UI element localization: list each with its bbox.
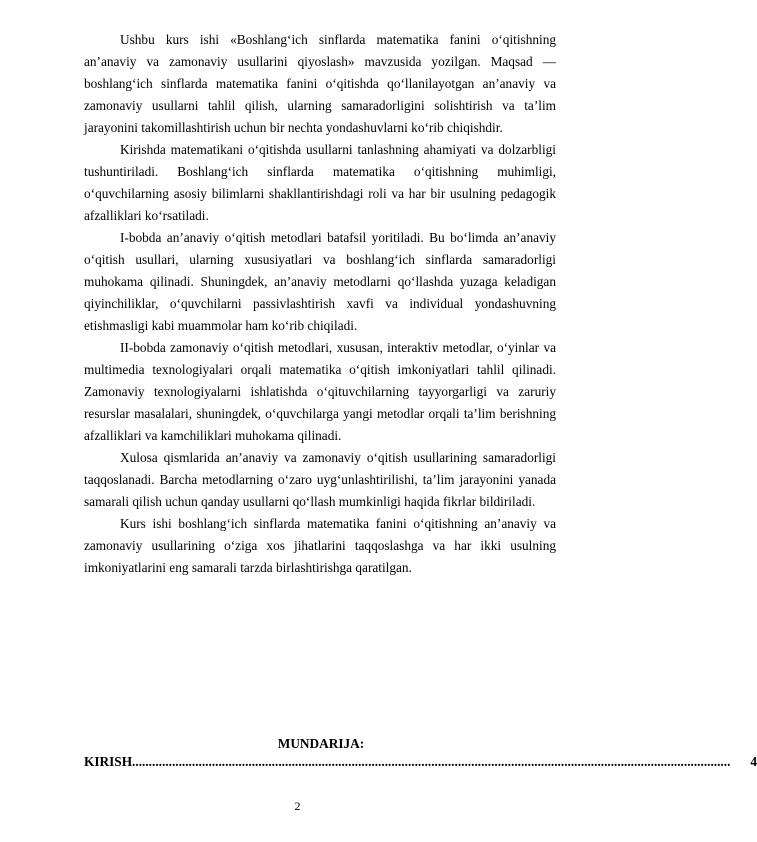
paragraph-introduction: Kirishda matematikani o‘qitishda usullarni tanlashning ahamiyati va dolzarbligi tushuntiriladi. Boshlang‘ich sinflarda matematika o‘qitishning muhimligi, o‘quvchilarning asosiy bilimlarni shakllantirishdagi roli va har bir usulning pedagogik afzalliklari ko‘rsatiladi. <box>84 142 556 223</box>
body-text <box>84 29 556 579</box>
toc-entry-page: 4 <box>750 754 757 769</box>
page-number: 2 <box>294 799 301 813</box>
paragraph-chapter-1: I-bobda an’anaviy o‘qitish metodlari batafsil yoritiladi. Bu bo‘limda an’anaviy o‘qitish usullari, ularning xususiyatlari va boshlang‘ich sinflarda samaradorligi muhokama qilinadi. Shuningdek, an’anaviy metodlarni qo‘llashda yuzaga keladigan qiyinchiliklar, o‘quvchilarni passivlashtirish xavfi va individual yondashuvning etishmasligi kabi muammolar ham ko‘rib chiqiladi. <box>84 230 556 333</box>
toc-entry[interactable] <box>84 753 757 771</box>
paragraph-closing: Kurs ishi boshlang‘ich sinflarda matematika fanini o‘qitishning an’anaviy va zamonaviy usullarining o‘ziga xos jihatlarini taqqoslashga va har ikki usulning imkoniyatlarini eng samarali tarzda birlashtirishga qaratilgan. <box>84 516 556 575</box>
toc-entry-label: KIRISH <box>84 754 133 769</box>
toc-heading: MUNDARIJA: <box>277 736 365 751</box>
paragraph-chapter-2: II-bobda zamonaviy o‘qitish metodlari, xususan, interaktiv metodlar, o‘yinlar va multimedia texnologiyalari orqali matematika o‘qitish imkoniyatlari tahlil qilinadi. Zamonaviy texnologiyalarni ishlatishda o‘qituvchilarning tayyorgarligi va zaruriy resurslar masalalari, shuningdek, o‘quvchilarga yangi metodlar orqali ta’lim berishning afzalliklari va kamchiliklari muhokama qilinadi. <box>84 340 556 443</box>
paragraph-summary: Ushbu kurs ishi «Boshlang‘ich sinflarda matematika fanini o‘qitishning an’anaviy va zamonaviy usullarini qiyoslash» mavzusida yozilgan. Maqsad — boshlang‘ich sinflarda matematika fanini o‘qitishda qo‘llanilayotgan an’anaviy va zamonaviy usullarni tahlil qilish, ularning samaradorligini solishtirish va ta’lim jarayonini takomillashtirish uchun bir nechta yondashuvlarni ko‘rib chiqishdir. <box>84 32 556 135</box>
paragraph-conclusion: Xulosa qismlarida an’anaviy va zamonaviy o‘qitish usullarining samaradorligi taqqoslanadi. Barcha metodlarning o‘zaro uyg‘unlashtirilishi, ta’lim jarayonini yanada samarali qilish uchun qanday usullarni qo‘llash mumkinligi haqida fikrlar bildiriladi. <box>84 450 556 509</box>
toc-leader-dots: .................................................................................................................................................................................... <box>132 754 731 769</box>
table-of-contents <box>84 735 757 771</box>
